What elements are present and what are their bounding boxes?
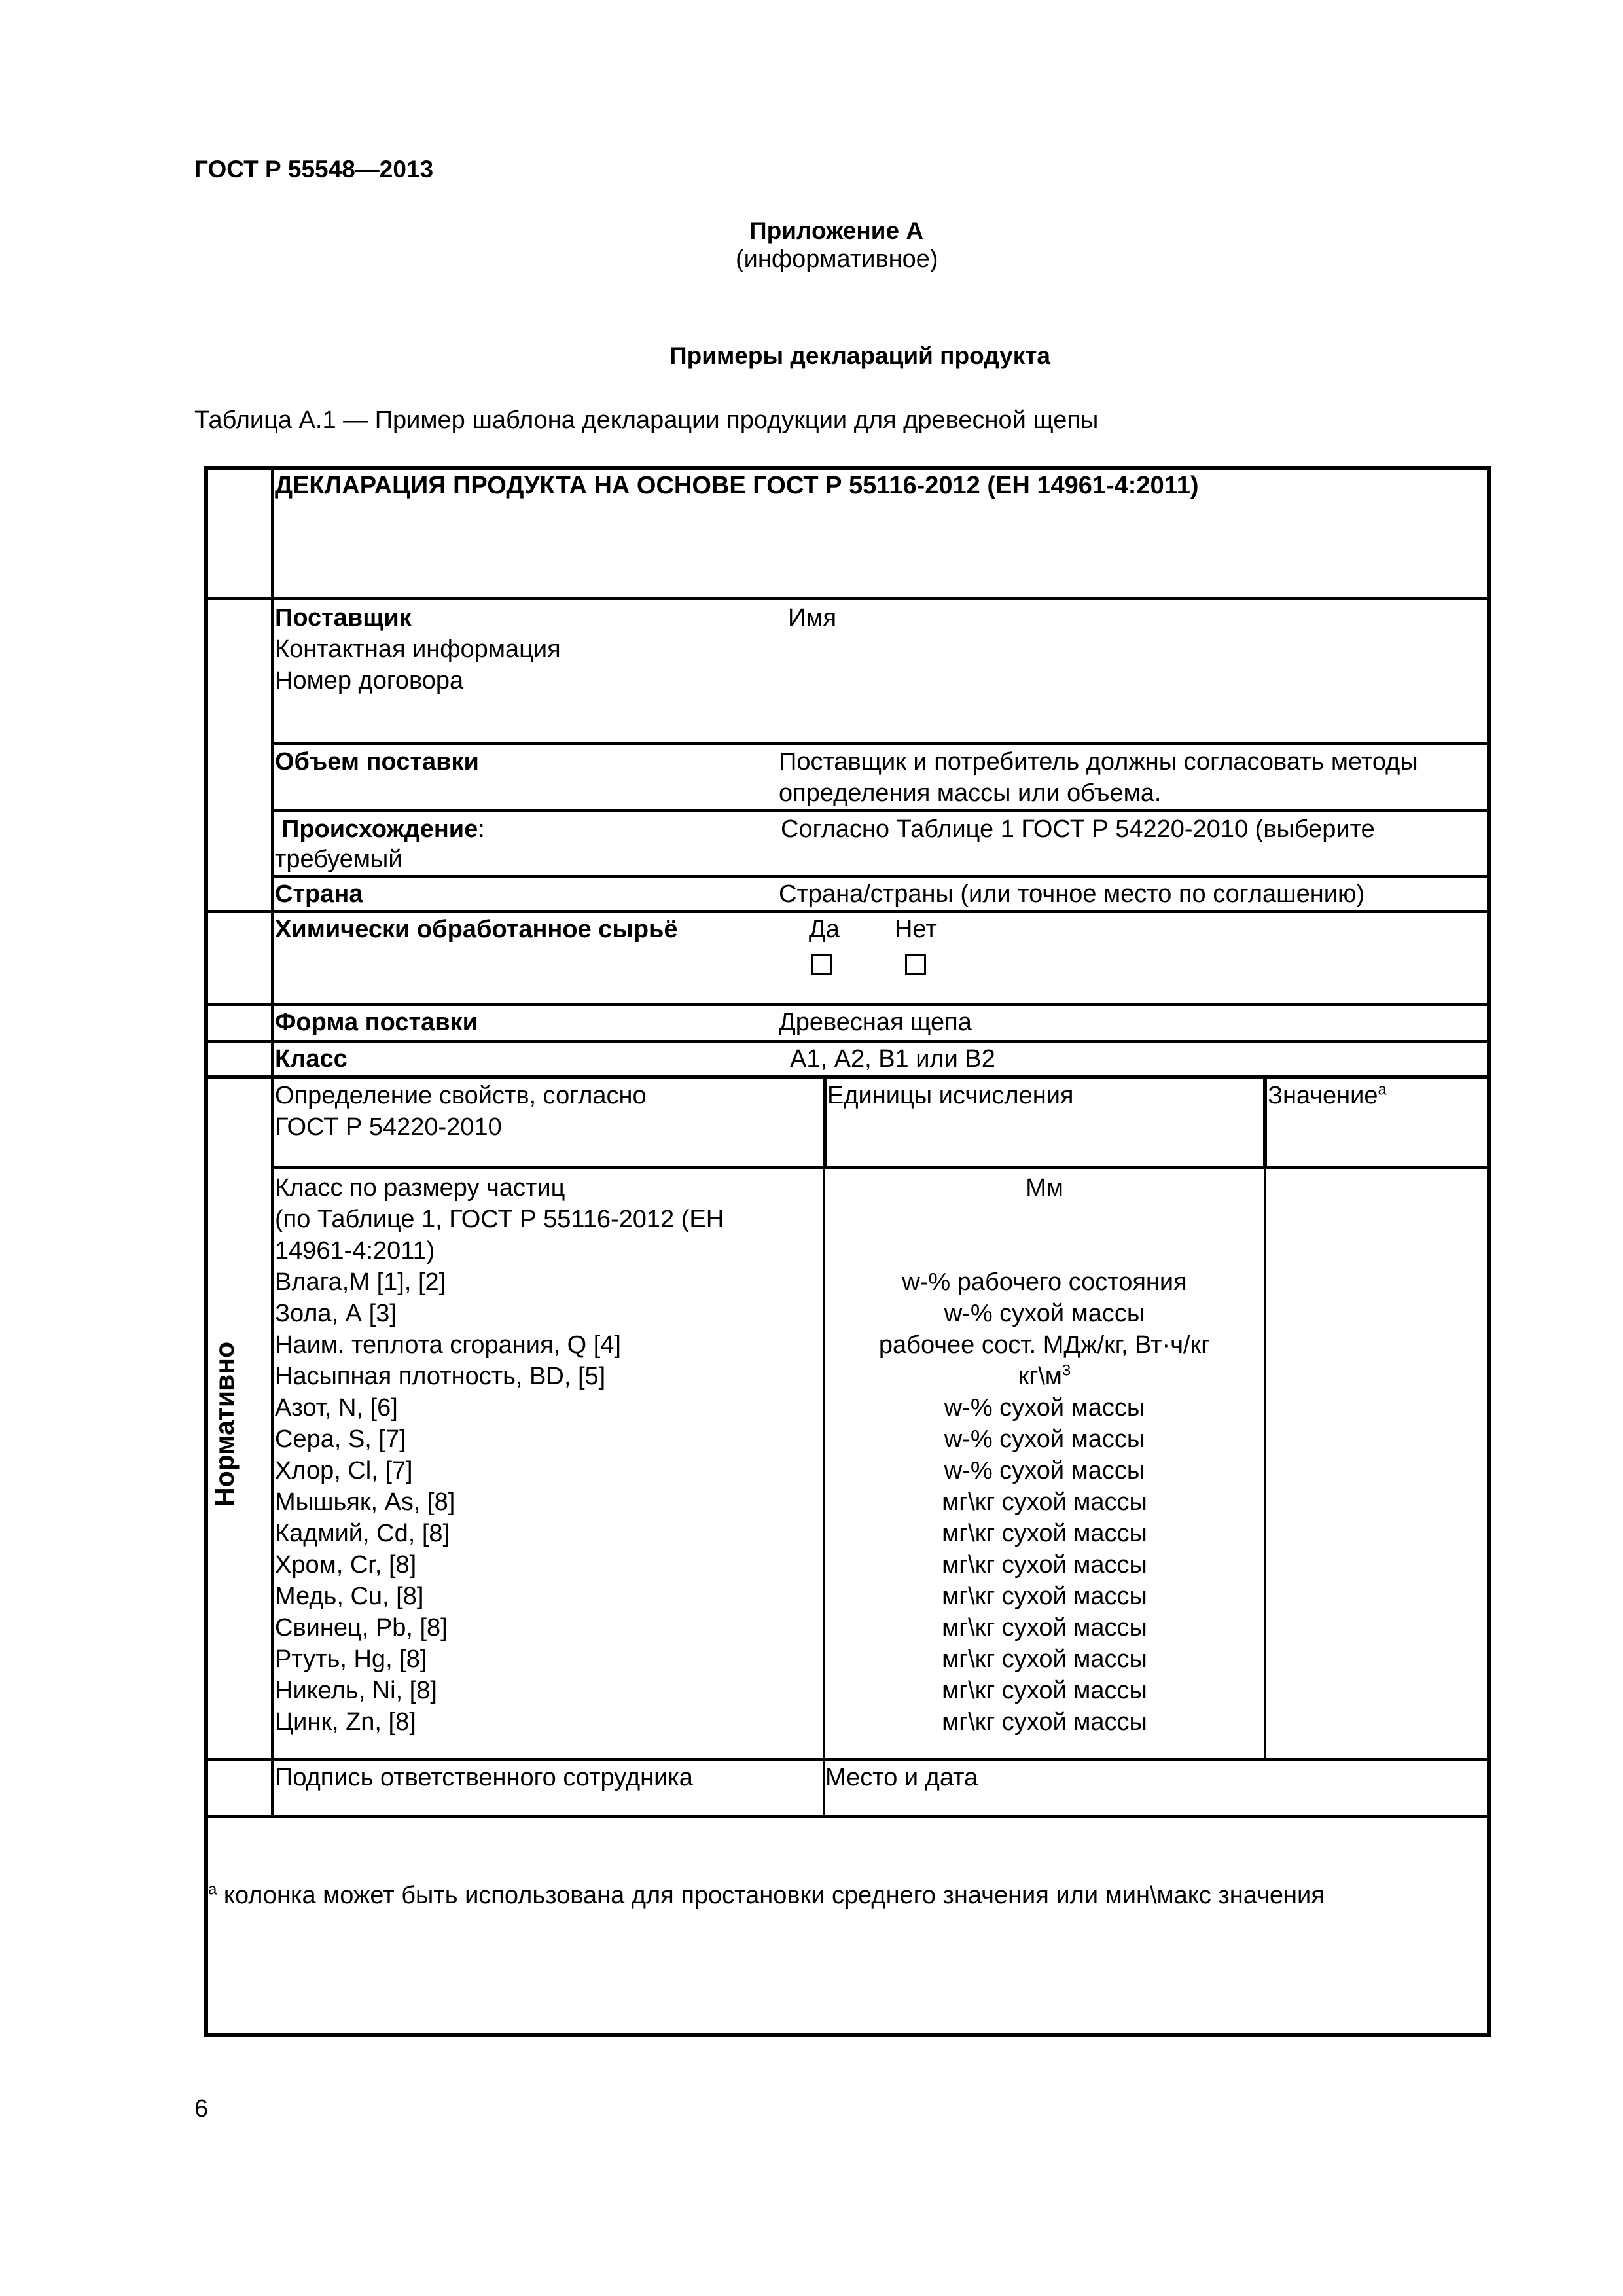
unit-item: мг\кг сухой массы	[942, 1583, 1147, 1610]
table-caption: Таблица А.1 — Пример шаблона декларации продукции для древесной щепы	[194, 406, 1099, 434]
properties-list	[275, 1172, 724, 1738]
unit-item: мг\кг сухой массы	[942, 1520, 1147, 1547]
unit-item	[825, 1235, 1264, 1266]
class-value: А1, А2, В1 или В2	[790, 1045, 995, 1073]
property-item: Насыпная плотность, BD, [5]	[275, 1363, 606, 1390]
delivery-form-label: Форма поставки	[275, 1009, 478, 1036]
row-divider	[204, 597, 1491, 600]
row-divider	[271, 742, 1491, 745]
appendix-title: Приложение А	[749, 217, 924, 244]
unit-item: мг\кг сухой массы	[942, 1551, 1147, 1579]
origin-label	[281, 814, 485, 845]
origin-label-colon: :	[478, 816, 485, 843]
value-header	[1268, 1080, 1387, 1111]
property-item: (по Таблице 1, ГОСТ Р 55116-2012 (ЕН	[275, 1206, 724, 1233]
unit-density-text: кг\м	[1018, 1363, 1062, 1390]
unit-item: w-% рабочего состояния	[902, 1268, 1187, 1296]
footnote-text: колонка может быть использована для простановки среднего значения или мин\макс значения	[223, 1882, 1325, 1909]
class-label: Класс	[275, 1045, 348, 1073]
property-item: Влага,М [1], [2]	[275, 1268, 446, 1296]
standard-number: ГОСТ Р 55548—2013	[194, 156, 434, 183]
unit-item	[825, 1361, 1264, 1392]
property-item: Наим. теплота сгорания, Q [4]	[275, 1331, 621, 1359]
unit-item: Мм	[1026, 1174, 1063, 1202]
chemical-treated-label: Химически обработанное сырьё	[275, 916, 678, 943]
contact-info-label: Контактная информация	[275, 636, 561, 663]
property-item: Кадмий, Cd, [8]	[275, 1520, 450, 1547]
table-border-right	[1487, 466, 1491, 2037]
unit-item: w-% сухой массы	[944, 1426, 1145, 1453]
page-number: 6	[194, 2095, 209, 2123]
row-divider	[204, 1003, 1491, 1006]
unit-item: w-% сухой массы	[944, 1457, 1145, 1484]
property-item: Цинк, Zn, [8]	[275, 1708, 416, 1736]
property-item: Азот, N, [6]	[275, 1394, 398, 1422]
unit-item: мг\кг сухой массы	[942, 1488, 1147, 1516]
unit-item: мг\кг сухой массы	[942, 1708, 1147, 1736]
place-date-label: Место и дата	[825, 1764, 978, 1791]
units-column-divider	[823, 1075, 827, 1168]
value-column-divider	[1264, 1168, 1266, 1760]
units-header: Единицы исчисления	[827, 1082, 1074, 1109]
property-item: Зола, А [3]	[275, 1300, 397, 1327]
volume-value-line1: Поставщик и потребитель должны согласовать методы	[779, 748, 1418, 776]
value-header-text: Значение	[1268, 1082, 1378, 1109]
chemical-no-checkbox[interactable]	[905, 954, 926, 975]
unit-item	[825, 1204, 1264, 1235]
property-item: Класс по размеру частиц	[275, 1174, 565, 1202]
unit-item: w-% сухой массы	[944, 1394, 1145, 1422]
chemical-yes-label: Да	[809, 916, 840, 943]
chemical-yes-checkbox[interactable]	[812, 954, 832, 975]
origin-value: Согласно Таблице 1 ГОСТ Р 54220-2010 (выберите	[781, 816, 1375, 843]
row-divider	[204, 1815, 1491, 1818]
supplier-label: Поставщик	[275, 604, 412, 632]
row-divider	[271, 1166, 1491, 1169]
property-item: 14961-4:2011)	[275, 1237, 435, 1265]
value-column-divider	[1263, 1075, 1267, 1168]
table-border-left	[204, 466, 208, 2037]
unit-density-exponent: 3	[1061, 1361, 1071, 1380]
supplier-name-value: Имя	[788, 604, 837, 632]
property-item: Мышьяк, As, [8]	[275, 1488, 455, 1516]
volume-label: Объем поставки	[275, 748, 479, 776]
properties-header-line1: Определение свойств, согласно	[275, 1082, 647, 1109]
side-column-divider	[271, 466, 274, 1818]
units-list	[825, 1172, 1264, 1738]
appendix-type: (информативное)	[736, 245, 938, 273]
normative-side-label: Нормативно	[209, 1341, 240, 1507]
unit-item: рабочее сост. МДж/кг, Вт·ч/кг	[878, 1331, 1211, 1359]
declaration-title: ДЕКЛАРАЦИЯ ПРОДУКТА НА ОСНОВЕ ГОСТ Р 55116-2012 (ЕН 14961-4:2011)	[275, 472, 1199, 499]
property-item: Хром, Cr, [8]	[275, 1551, 417, 1579]
signature-label: Подпись ответственного сотрудника	[275, 1764, 693, 1791]
property-item: Ртуть, Hg, [8]	[275, 1645, 427, 1673]
unit-item: мг\кг сухой массы	[942, 1677, 1147, 1704]
section-title: Примеры деклараций продукта	[669, 342, 1050, 369]
unit-item: мг\кг сухой массы	[942, 1614, 1147, 1641]
table-border-bottom	[204, 2033, 1491, 2037]
property-item: Медь, Cu, [8]	[275, 1583, 424, 1610]
property-item: Никель, Ni, [8]	[275, 1677, 437, 1704]
delivery-form-value: Древесная щепа	[779, 1009, 972, 1036]
country-value: Страна/страны (или точное место по соглашению)	[779, 880, 1365, 908]
volume-value-line2: определения массы или объема.	[779, 780, 1162, 807]
origin-label-line2: требуемый	[275, 846, 402, 873]
property-item: Сера, S, [7]	[275, 1426, 406, 1453]
unit-item: мг\кг сухой массы	[942, 1645, 1147, 1673]
property-item: Свинец, Pb, [8]	[275, 1614, 448, 1641]
footnote-mark: a	[208, 1880, 217, 1899]
contract-number-label: Номер договора	[275, 667, 464, 694]
row-divider	[204, 1075, 1491, 1079]
properties-header-line2: ГОСТ Р 54220-2010	[275, 1113, 502, 1141]
row-divider	[271, 809, 1491, 812]
property-item: Хлор, Cl, [7]	[275, 1457, 413, 1484]
chemical-no-label: Нет	[895, 916, 937, 943]
row-divider	[204, 910, 1491, 913]
country-label: Страна	[275, 880, 363, 908]
row-divider	[204, 1758, 1491, 1761]
value-header-footnote-mark: a	[1378, 1081, 1387, 1099]
unit-item: w-% сухой массы	[944, 1300, 1145, 1327]
footnote	[208, 1880, 1325, 1911]
origin-label-text: Происхождение	[281, 816, 478, 843]
